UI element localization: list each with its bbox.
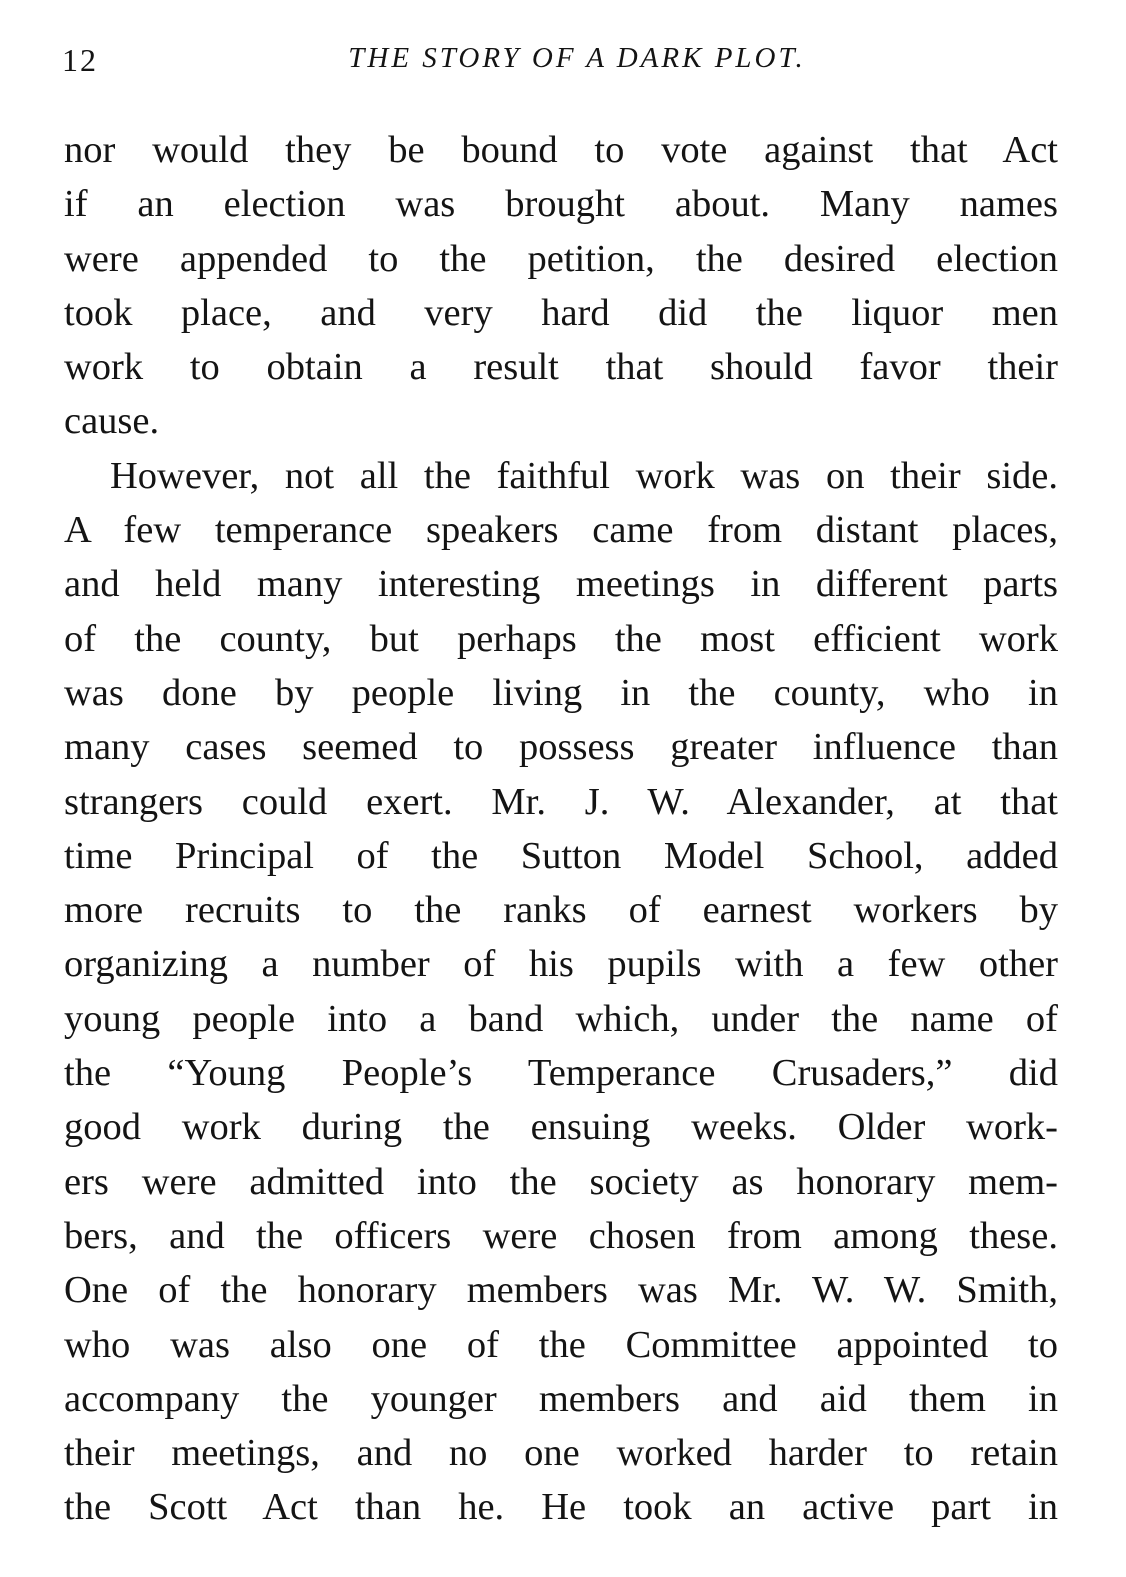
paragraph-start-line: However, not all the faithful work was on their side. (110, 454, 1058, 497)
text-line: were appended to the petition, the desired election (64, 237, 1058, 280)
text-line: was done by people living in the county, who in (64, 671, 1058, 714)
text-line: time Principal of the Sutton Model School, added (64, 834, 1058, 877)
text-line: their meetings, and no one worked harder to retain (64, 1432, 1058, 1475)
text-line: nor would they be bound to vote against that Act (64, 129, 1058, 171)
text-line: of the county, but perhaps the most efficient work (64, 617, 1058, 660)
text-line: One of the honorary members was Mr. W. W. Smith, (64, 1269, 1058, 1312)
text-line: the Scott Act than he. He took an active part in (64, 1486, 1058, 1529)
page-number: 12 (62, 42, 98, 78)
text-line: the “Young People’s Temperance Crusaders,” did (64, 1052, 1058, 1095)
text-line: work to obtain a result that should favor their (64, 346, 1058, 389)
text-line: took place, and very hard did the liquor men (64, 291, 1058, 334)
text-line: strangers could exert. Mr. J. W. Alexander, at that (64, 780, 1058, 823)
text-line: more recruits to the ranks of earnest workers by (64, 889, 1058, 932)
text-line: A few temperance speakers came from distant places, (64, 509, 1058, 552)
text-line: young people into a band which, under the name of (64, 997, 1058, 1040)
running-head (62, 40, 1062, 84)
text-line: organizing a number of his pupils with a few other (64, 943, 1058, 986)
text-line: accompany the younger members and aid them in (64, 1377, 1058, 1420)
text-line: ers were admitted into the society as honorary mem- (64, 1160, 1058, 1203)
text-line: and held many interesting meetings in different parts (64, 563, 1058, 606)
text-line: cause. (64, 400, 160, 443)
text-line: many cases seemed to possess greater influence than (64, 726, 1058, 769)
body-text (64, 123, 1058, 1535)
text-line: bers, and the officers were chosen from among these. (64, 1214, 1058, 1257)
text-line: if an election was brought about. Many names (64, 183, 1058, 226)
text-line: good work during the ensuing weeks. Older work- (64, 1106, 1058, 1149)
running-title: THE STORY OF A DARK PLOT. (348, 42, 806, 74)
text-line: who was also one of the Committee appointed to (64, 1323, 1058, 1366)
